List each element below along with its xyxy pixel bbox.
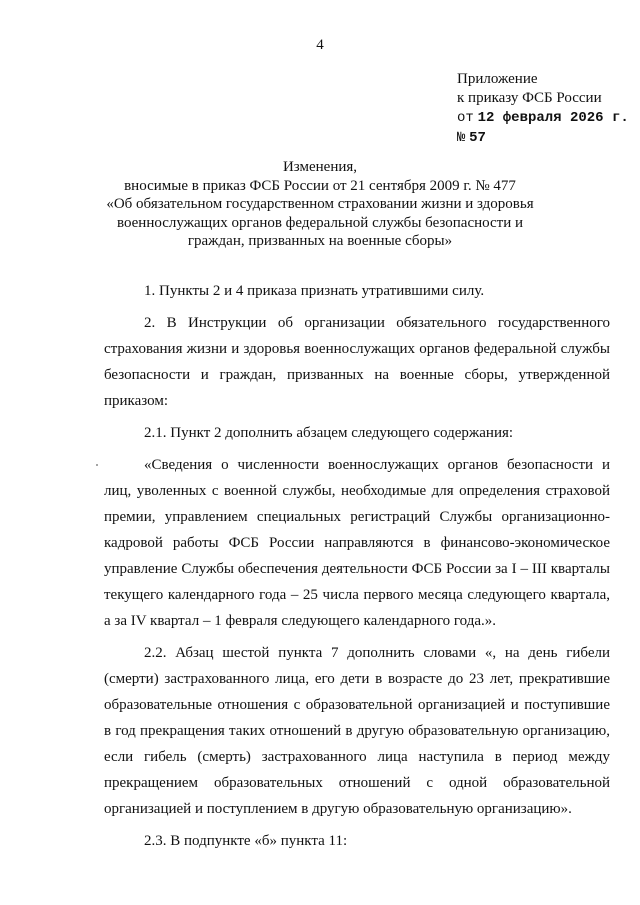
appendix-number-prefix: № (457, 130, 466, 146)
title-line-2: вносимые в приказ ФСБ России от 21 сентября 2009 г. № 477 (124, 177, 516, 194)
document-body (104, 278, 610, 860)
paragraph-2-1: 2.1. Пункт 2 дополнить абзацем следующего содержания: (144, 425, 514, 441)
appendix-order-ref: к приказу ФСБ России (457, 90, 602, 106)
appendix-date: 12 февраля 2026 г. (477, 110, 629, 126)
appendix-date-line (457, 108, 629, 128)
paragraph-2: 2. В Инструкции об организации обязательного государственного страхования жизни и здоровья военнослужащих органов федеральной службы безопасности и граждан, призванных на военные сборы, утвержденной приказом: (104, 315, 610, 409)
paragraph-2-2: 2.2. Абзац шестой пункта 7 дополнить словами «, на день гибели (смерти) застрахованного лица, его дети в возрасте до 23 лет, прекратившие образовательные отношения с образовательной организацией и поступившие в год прекращения таких отношений в другую образовательную организацию, если гибель (смерть) застрахованного лица наступила в период между прекращением образовательных отношений с одной образовательной организацией и поступлением в другую образовательную организацию». (104, 645, 610, 817)
paragraph-2-3: 2.3. В подпункте «б» пункта 11: (144, 833, 348, 849)
paragraph-1: 1. Пункты 2 и 4 приказа признать утратившими силу. (144, 283, 485, 299)
appendix-header (457, 70, 629, 148)
page-number: 4 (316, 37, 324, 53)
document-title (100, 158, 540, 251)
paragraph-quote: «Сведения о численности военнослужащих органов безопасности и лиц, уволенных с военной службы, необходимые для определения страховой премии, управлением специальных регистраций Службы организационно-кадровой работы ФСБ России направляются в финансово-экономическое управление Службы обеспечения деятельности ФСБ России за I – III кварталы текущего календарного года – 25 числа первого месяца следующего квартала, а за IV квартал – 1 февраля следующего календарного года.». (104, 457, 610, 629)
scan-speck (96, 464, 98, 466)
appendix-label: Приложение (457, 71, 538, 87)
title-line-1: Изменения, (282, 159, 358, 175)
appendix-number: 57 (469, 130, 486, 146)
appendix-date-prefix: от (457, 110, 474, 126)
appendix-number-line (457, 128, 629, 148)
title-line-3: «Об обязательном государственном страховании жизни и здоровья военнослужащих органов федеральной службы безопасности и граждан, призванных на военные сборы» (106, 196, 534, 250)
